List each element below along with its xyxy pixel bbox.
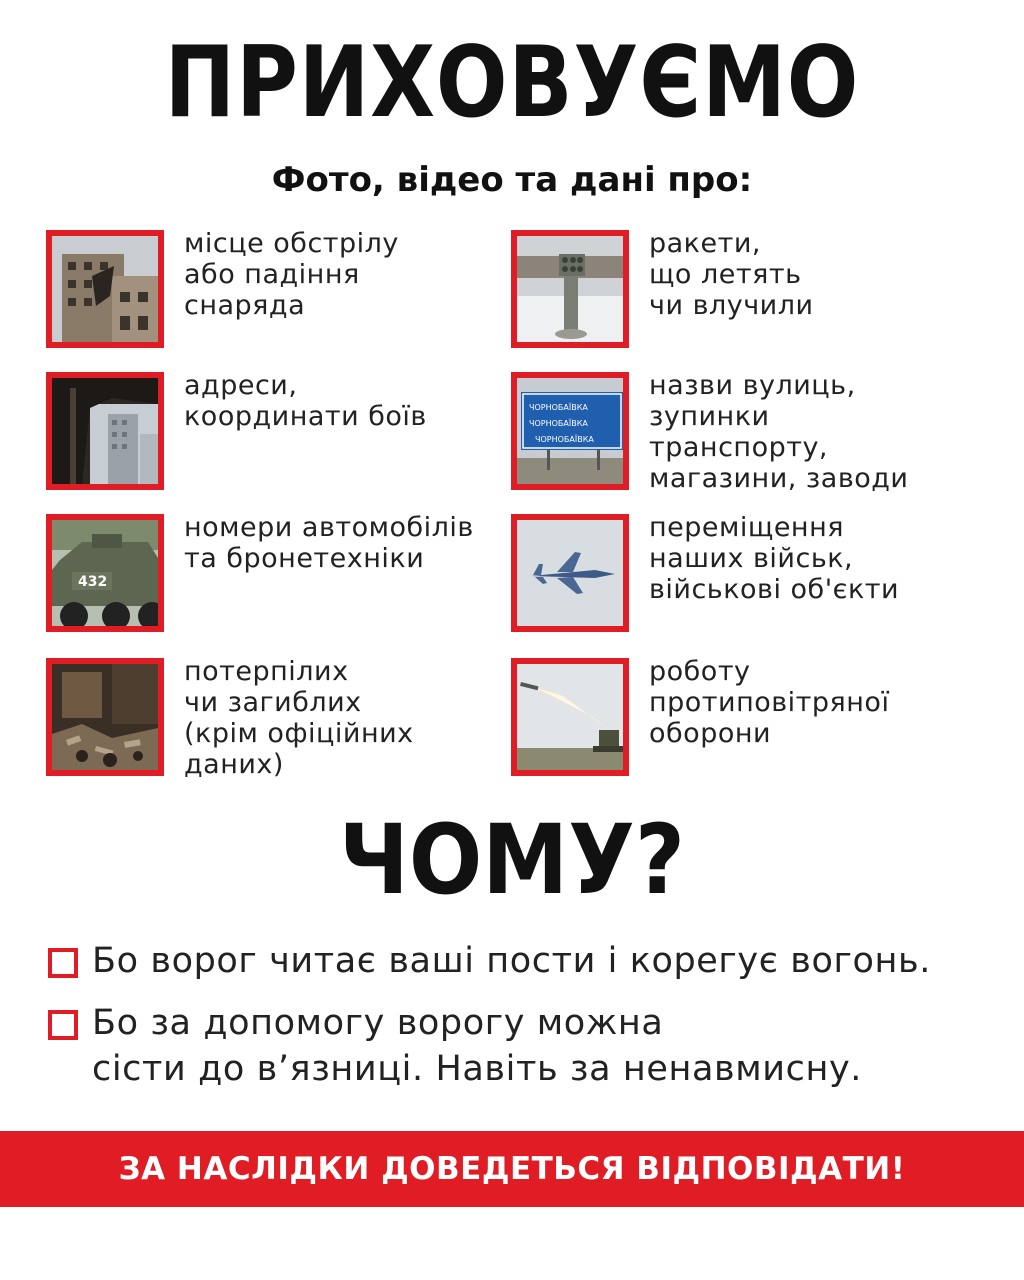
checkbox-icon: [48, 948, 78, 978]
rocket-in-snow-photo: [511, 230, 629, 348]
item-text: місце обстрілу або падіння снаряда: [184, 228, 399, 321]
sign-label: ЧОРНОБАЇВКА: [529, 419, 588, 428]
fighter-jet-photo: [511, 514, 629, 632]
item-text: номери автомобілів та бронетехніки: [184, 512, 474, 574]
sign-label: ЧОРНОБАЇВКА: [535, 435, 594, 444]
vehicle-number: 432: [78, 574, 108, 590]
page-subtitle: Фото, відео та дані про:: [271, 160, 753, 200]
item-text: адреси, координати боїв: [184, 370, 427, 432]
road-sign-photo: [511, 372, 629, 490]
air-defense-launch-photo: [511, 658, 629, 776]
city-view-from-window-photo: [46, 372, 164, 490]
footer-text: ЗА НАСЛІДКИ ДОВЕДЕТЬСЯ ВІДПОВІДАТИ!: [118, 1151, 906, 1187]
footer-banner: [0, 1131, 1024, 1207]
checkbox-icon: [48, 1010, 78, 1040]
sign-label: ЧОРНОБАЇВКА: [529, 403, 588, 412]
armored-vehicle-photo: [46, 514, 164, 632]
item-text: ракети, що летять чи влучили: [649, 228, 814, 321]
reason-text: Бо ворог читає ваші пости і корегує вогонь.: [92, 941, 931, 981]
item-text: переміщення наших військ, військові об'єкти: [649, 512, 900, 605]
item-text: назви вулиць, зупинки транспорту, магазини, заводи: [649, 370, 909, 494]
why-heading: ЧОМУ?: [339, 804, 685, 916]
page-title: ПРИХОВУЄМО: [164, 26, 860, 140]
damaged-building-photo: [46, 230, 164, 348]
item-text: потерпілих чи загиблих (крім офіційних даних): [184, 656, 414, 780]
item-text: роботу протиповітряної оборони: [649, 656, 890, 749]
ruined-room-photo: [46, 658, 164, 776]
reason-text: Бо за допомогу ворогу можна сісти до в’язниці. Навіть за ненавмисну.: [92, 1003, 862, 1089]
